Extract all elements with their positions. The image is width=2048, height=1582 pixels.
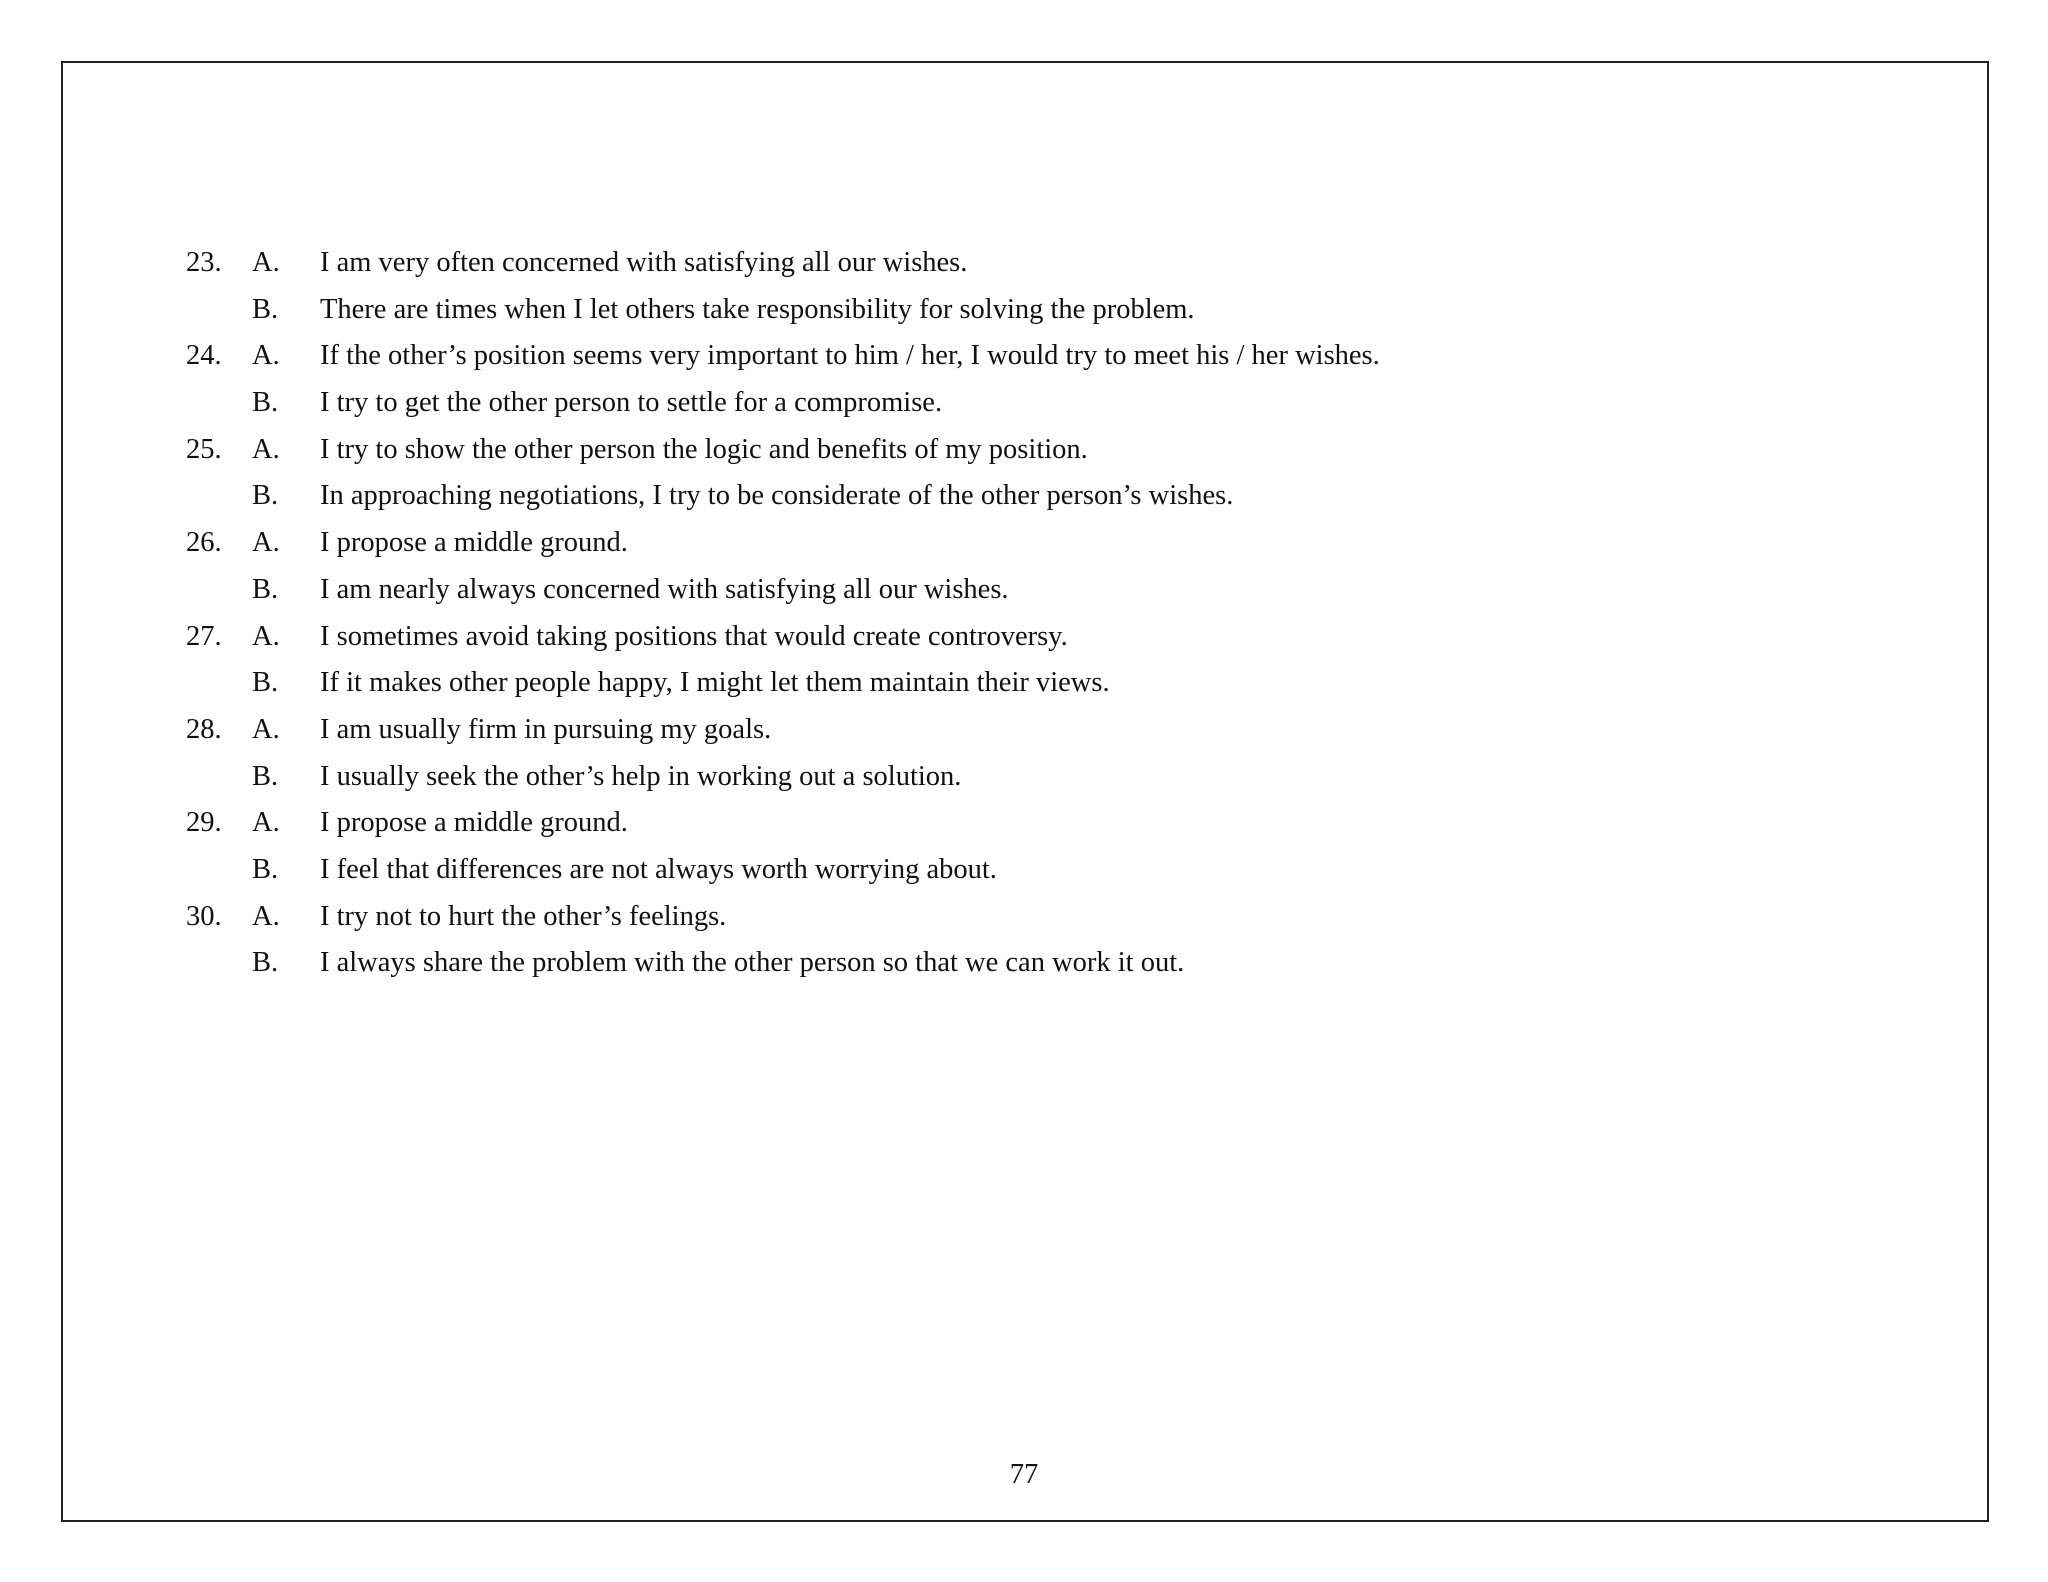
option-text: I am usually firm in pursuing my goals. — [320, 713, 772, 745]
question-26-option-a — [0, 520, 2048, 567]
option-text: I am very often concerned with satisfying all our wishes. — [320, 247, 968, 278]
option-text: I feel that differences are not always worth worrying about. — [320, 853, 997, 885]
option-letter: A. — [252, 807, 280, 839]
question-number: 29. — [186, 807, 222, 839]
page-number: 77 — [1009, 1459, 1039, 1490]
option-text: I try not to hurt the other’s feelings. — [320, 900, 727, 932]
question-number: 27. — [186, 620, 222, 652]
option-text: I try to get the other person to settle for a compromise. — [320, 387, 943, 419]
question-27-option-a — [0, 614, 2048, 661]
option-letter: B. — [252, 293, 279, 325]
option-text: I propose a middle ground. — [320, 527, 628, 559]
option-letter: B. — [252, 387, 279, 419]
option-text: I try to show the other person the logic and benefits of my position. — [320, 433, 1088, 465]
question-24-option-a — [0, 333, 2048, 380]
question-23-option-b — [0, 287, 2048, 334]
question-number: 30. — [186, 900, 222, 932]
option-letter: A. — [252, 247, 280, 278]
option-text: I propose a middle ground. — [320, 807, 628, 839]
question-30-option-b — [0, 940, 2048, 987]
question-list — [0, 240, 2048, 987]
question-25-option-b — [0, 473, 2048, 520]
option-letter: A. — [252, 433, 280, 465]
question-30-option-a — [0, 894, 2048, 941]
question-number: 25. — [186, 433, 222, 465]
question-number: 24. — [186, 340, 222, 372]
question-number: 23. — [186, 247, 222, 278]
question-number: 28. — [186, 713, 222, 745]
option-text: I usually seek the other’s help in working out a solution. — [320, 760, 962, 792]
option-letter: A. — [252, 713, 280, 745]
option-text: I always share the problem with the other person so that we can work it out. — [320, 947, 1185, 979]
question-29-option-b — [0, 847, 2048, 894]
question-28-option-a — [0, 707, 2048, 754]
option-letter: A. — [252, 900, 280, 932]
question-number: 26. — [186, 527, 222, 559]
option-letter: A. — [252, 620, 280, 652]
question-27-option-b — [0, 660, 2048, 707]
question-28-option-b — [0, 754, 2048, 801]
option-letter: A. — [252, 527, 280, 559]
option-text: If it makes other people happy, I might let them maintain their views. — [320, 667, 1110, 699]
question-25-option-a — [0, 427, 2048, 474]
option-text: I sometimes avoid taking positions that would create controversy. — [320, 620, 1068, 652]
option-letter: B. — [252, 760, 279, 792]
option-text: If the other’s position seems very important to him / her, I would try to meet his / her wishes. — [320, 340, 1380, 372]
option-letter: B. — [252, 947, 279, 979]
question-26-option-b — [0, 567, 2048, 614]
question-23-option-a — [0, 240, 2048, 287]
option-text: In approaching negotiations, I try to be considerate of the other person’s wishes. — [320, 480, 1234, 512]
option-letter: B. — [252, 667, 279, 699]
option-text: I am nearly always concerned with satisfying all our wishes. — [320, 573, 1009, 605]
option-letter: A. — [252, 340, 280, 372]
option-letter: B. — [252, 573, 279, 605]
question-29-option-a — [0, 800, 2048, 847]
option-letter: B. — [252, 480, 279, 512]
question-24-option-b — [0, 380, 2048, 427]
option-letter: B. — [252, 853, 279, 885]
option-text: There are times when I let others take responsibility for solving the problem. — [320, 293, 1195, 325]
